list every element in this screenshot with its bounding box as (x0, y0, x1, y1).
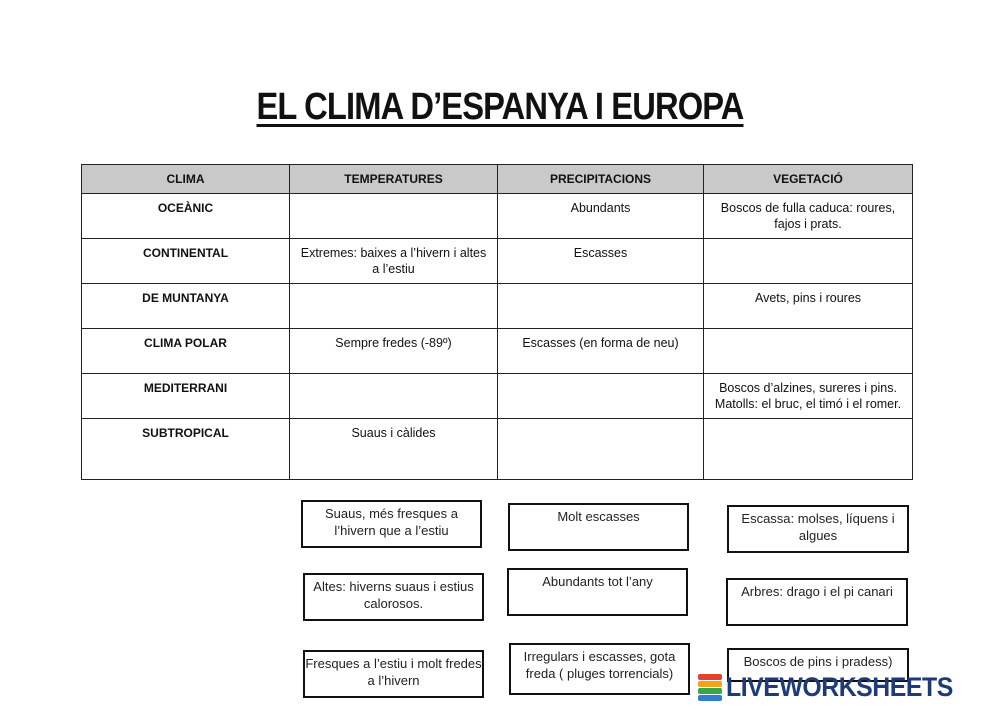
brand-name: LIVEWORKSHEETS (726, 671, 953, 702)
cell-vegetacio: Avets, pins i roures (704, 284, 913, 329)
cell-vegetacio: Boscos d’alzines, sureres i pins. Matolls: el bruc, el timó i el romer. (704, 374, 913, 419)
cell-vegetacio: Boscos de fulla caduca: roures, fajos i prats. (704, 194, 913, 239)
cell-clima: DE MUNTANYA (82, 284, 290, 329)
cell-precipitacions: Escasses (en forma de neu) (498, 329, 704, 374)
logo-stripe (698, 674, 722, 680)
page-title: EL CLIMA D’ESPANYA I EUROPA (256, 86, 744, 128)
drop-cell-vegetacio[interactable] (704, 419, 913, 480)
answer-card[interactable]: Irregulars i escasses, gota freda ( pluges torrencials) (509, 643, 690, 695)
cell-clima: CONTINENTAL (82, 239, 290, 284)
answer-card[interactable]: Abundants tot l’any (507, 568, 688, 616)
cell-clima: SUBTROPICAL (82, 419, 290, 480)
drop-cell-vegetacio[interactable] (704, 329, 913, 374)
drop-cell-temperatures[interactable] (290, 284, 498, 329)
logo-stripe (698, 688, 722, 694)
drop-cell-precipitacions[interactable] (498, 419, 704, 480)
table-row (82, 329, 913, 374)
logo-stripe (698, 681, 722, 687)
answer-card[interactable]: Boscos de pins i pradess) (727, 648, 909, 682)
drop-cell-temperatures[interactable] (290, 374, 498, 419)
cell-temperatures: Sempre fredes (-89º) (290, 329, 498, 374)
table-row (82, 239, 913, 284)
logo-stripe (698, 695, 722, 701)
table-row (82, 194, 913, 239)
drop-cell-temperatures[interactable] (290, 194, 498, 239)
table-row (82, 374, 913, 419)
cell-temperatures: Suaus i càlides (290, 419, 498, 480)
cell-temperatures: Extremes: baixes a l’hivern i altes a l’estiu (290, 239, 498, 284)
answer-card[interactable]: Suaus, més fresques a l’hivern que a l’estiu (301, 500, 482, 548)
table-header-row (82, 165, 913, 194)
drop-cell-precipitacions[interactable] (498, 284, 704, 329)
cell-precipitacions: Escasses (498, 239, 704, 284)
header-vegetacio: VEGETACIÓ (704, 165, 913, 194)
cell-precipitacions: Abundants (498, 194, 704, 239)
answer-card[interactable]: Molt escasses (508, 503, 689, 551)
table-row (82, 284, 913, 329)
table-row (82, 419, 913, 480)
drop-cell-vegetacio[interactable] (704, 239, 913, 284)
climate-table (81, 164, 913, 480)
drop-cell-precipitacions[interactable] (498, 374, 704, 419)
header-precipitacions: PRECIPITACIONS (498, 165, 704, 194)
liveworksheets-logo-icon (698, 673, 722, 701)
cell-clima: MEDITERRANI (82, 374, 290, 419)
answer-card[interactable]: Escassa: molses, líquens i algues (727, 505, 909, 553)
answer-card[interactable]: Altes: hiverns suaus i estius calorosos. (303, 573, 484, 621)
liveworksheets-logo (698, 672, 973, 702)
answer-card[interactable]: Arbres: drago i el pi canari (726, 578, 908, 626)
header-clima: CLIMA (82, 165, 290, 194)
cell-clima: CLIMA POLAR (82, 329, 290, 374)
header-temperatures: TEMPERATURES (290, 165, 498, 194)
answer-card[interactable]: Fresques a l’estiu i molt fredes a l’hivern (303, 650, 484, 698)
cell-clima: OCEÀNIC (82, 194, 290, 239)
